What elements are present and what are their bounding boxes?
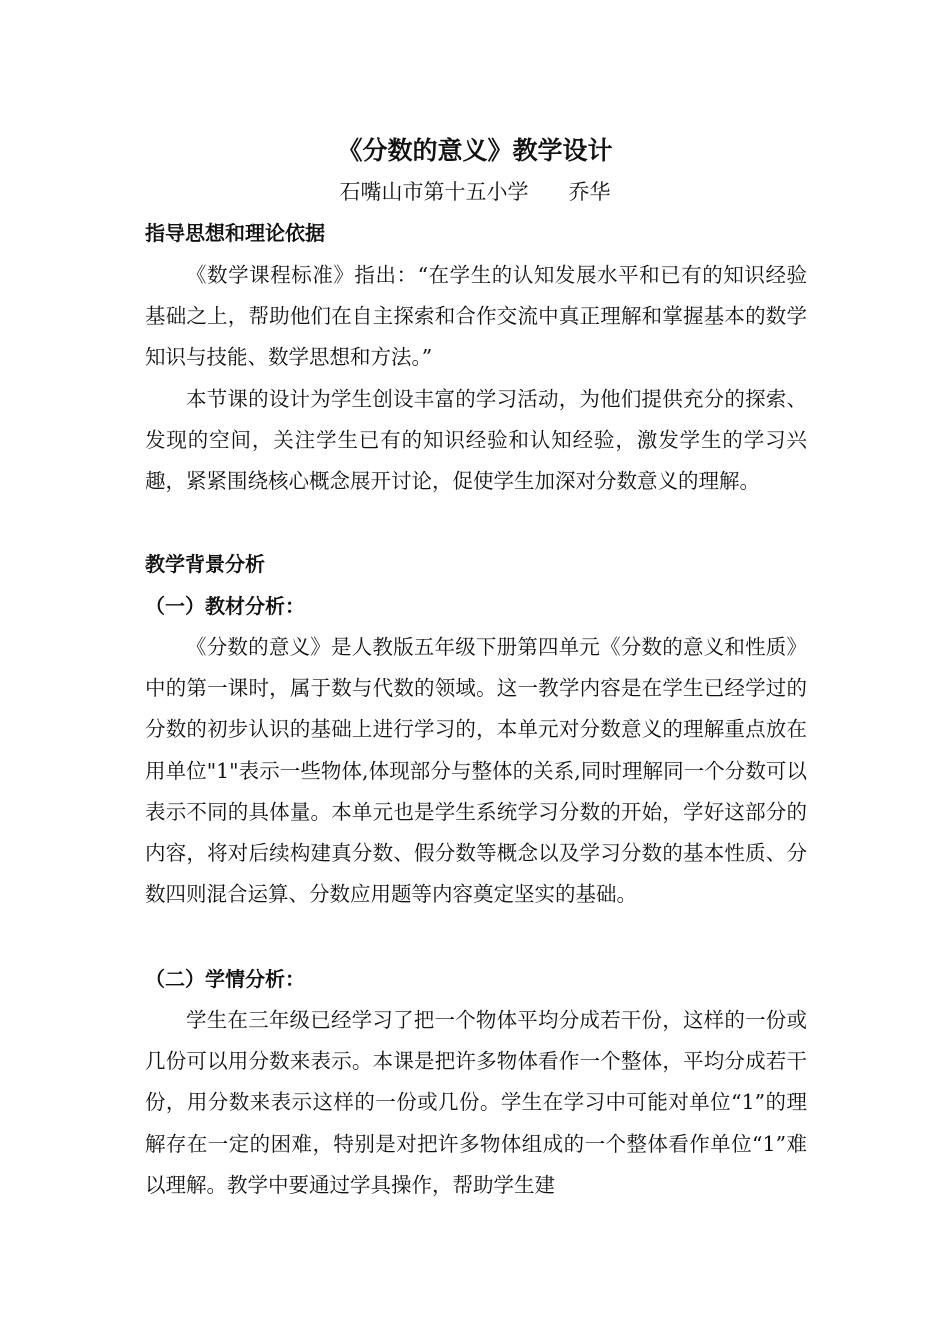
document-title: 《分数的意义》教学设计: [337, 136, 613, 165]
author-line: 石嘴山市第十五小学 乔华: [339, 180, 611, 204]
paragraph-curriculum-standard: 《数学课程标准》指出：“在学生的认知发展水平和已有的知识经验基础之上，帮助他们在自主探索和合作交流中真正理解和掌握基本的数学知识与技能、数学思想和方法。”: [145, 263, 807, 370]
section-heading-background: 教学背景分析: [145, 552, 265, 576]
paragraph-textbook-analysis: 《分数的意义》是人教版五年级下册第四单元《分数的意义和性质》中的第一课时，属于数与代数的领域。这一教学内容是在学生已经学过的分数的初步认识的基础上进行学习的，本单元对分数意义的理解重点放在用单位"1"表示一些物体,体现部分与整体的关系,同时理解同一个分数可以表示不同的具体量。本单元也是学生系统学习分数的开始，学好这部分的内容，将对后续构建真分数、假分数等概念以及学习分数的基本性质、分数四则混合运算、分数应用题等内容奠定坚实的基础。: [145, 635, 807, 907]
subheading-student-analysis: （二）学情分析：: [145, 967, 305, 991]
paragraph-student-analysis: 学生在三年级已经学习了把一个物体平均分成若干份，这样的一份或几份可以用分数来表示。本课是把许多物体看作一个整体，平均分成若干份，用分数来表示这样的一份或几份。学生在学习中可能对单位“1”的理解存在一定的困难，特别是对把许多物体组成的一个整体看作单位“1”难以理解。教学中要通过学具操作，帮助学生建: [145, 1008, 807, 1197]
subheading-textbook-analysis: （一）教材分析：: [145, 594, 305, 618]
paragraph-lesson-design: 本节课的设计为学生创设丰富的学习活动，为他们提供充分的探索、发现的空间，关注学生已有的知识经验和认知经验，激发学生的学习兴趣，紧紧围绕核心概念展开讨论，促使学生加深对分数意义的理解。: [145, 387, 807, 494]
section-heading-guiding: 指导思想和理论依据: [145, 221, 325, 245]
